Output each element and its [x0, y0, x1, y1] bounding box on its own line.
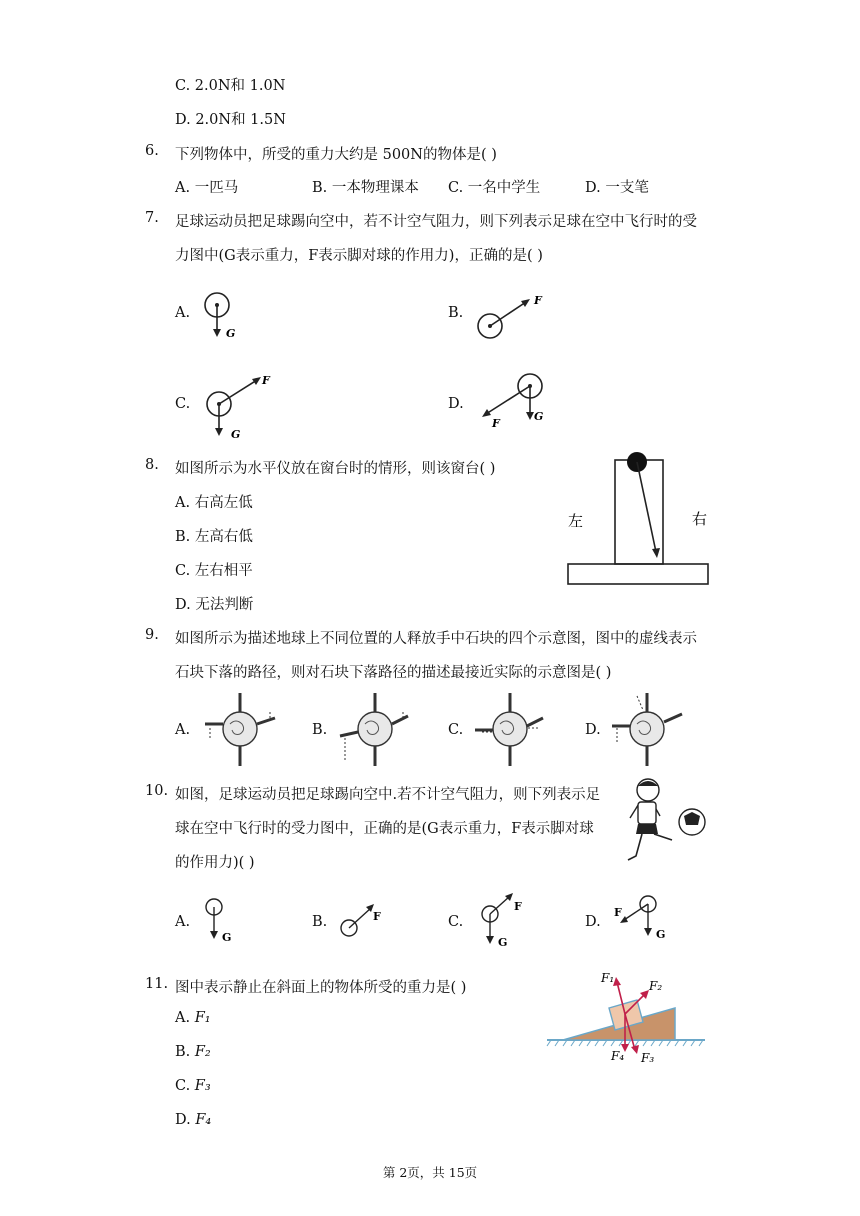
page-footer: 第 2页，共 15页	[382, 1165, 478, 1180]
q9-number: 9.	[145, 627, 159, 643]
q10-line2: 球在空中飞行时的受力图中，正确的是(G表示重力，F表示脚对球	[175, 821, 594, 837]
q8-option-a[interactable]: A. 右高左低	[175, 495, 253, 511]
q7-figure-b	[468, 290, 558, 345]
q10c-f-label: F	[514, 900, 522, 913]
q11-option-a[interactable]: A. F₁	[175, 1010, 211, 1026]
q10-option-a[interactable]: A.	[175, 914, 191, 930]
q8-number: 8.	[145, 457, 159, 473]
q10-option-b[interactable]: B.	[312, 914, 328, 930]
q10c-g-label: G	[498, 936, 508, 949]
prev-option-d: D. 2.0N和 1.5N	[175, 112, 286, 128]
q11-text: 图中表示静止在斜面上的物体所受的重力是( )	[175, 980, 467, 996]
q7c-f-label: F	[262, 374, 270, 387]
q6-number: 6.	[145, 143, 159, 159]
q7-line1: 足球运动员把足球踢向空中，若不计空气阻力，则下列表示足球在空中飞行时的受	[175, 214, 697, 230]
q9-figure-c	[470, 688, 550, 770]
q10-figure-d	[612, 892, 672, 952]
q7-number: 7.	[145, 210, 159, 226]
q6-text: 下列物体中，所受的重力大约是 500N的物体是( )	[175, 147, 497, 163]
q10a-g-label: G	[222, 931, 232, 944]
q7b-f-label: F	[534, 294, 542, 307]
soccer-player-figure	[622, 776, 710, 870]
q9-figure-b	[335, 688, 415, 770]
q6-option-d[interactable]: D. 一支笔	[585, 180, 649, 196]
q9-option-b[interactable]: B.	[312, 722, 328, 738]
q7d-f-label: F	[492, 417, 500, 430]
incline-figure	[545, 968, 710, 1068]
q7-option-d[interactable]: D.	[448, 396, 464, 412]
q6-option-c[interactable]: C. 一名中学生	[448, 180, 541, 196]
q11-option-b[interactable]: B. F₂	[175, 1044, 211, 1060]
q10-figure-b	[335, 898, 395, 942]
q11-number: 11.	[145, 976, 169, 992]
prev-option-c: C. 2.0N和 1.0N	[175, 78, 286, 94]
level-figure	[560, 448, 720, 590]
q10-option-c[interactable]: C.	[448, 914, 464, 930]
q7-option-a[interactable]: A.	[175, 305, 191, 321]
incline-f4-label: F₄	[611, 1049, 625, 1063]
q8-text: 如图所示为水平仪放在窗台时的情形，则该窗台( )	[175, 461, 496, 477]
q7-figure-a	[195, 285, 255, 345]
q9-option-c[interactable]: C.	[448, 722, 464, 738]
q10d-g-label: G	[656, 928, 666, 941]
q7c-g-label: G	[231, 428, 241, 441]
q6-option-a[interactable]: A. 一匹马	[175, 180, 239, 196]
q8-option-d[interactable]: D. 无法判断	[175, 597, 254, 613]
q6-option-b[interactable]: B. 一本物理课本	[312, 180, 419, 196]
level-right-label: 右	[692, 510, 708, 528]
q8-option-b[interactable]: B. 左高右低	[175, 529, 253, 545]
q10d-f-label: F	[614, 906, 622, 919]
q10-number: 10.	[145, 783, 169, 799]
q7-option-c[interactable]: C.	[175, 396, 191, 412]
incline-f1-label: F₁	[601, 971, 615, 985]
q9-line2: 石块下落的路径，则对石块下落路径的描述最接近实际的示意图是( )	[175, 665, 612, 681]
q10-line3: 的作用力)( )	[175, 855, 255, 871]
q10-figure-c	[472, 892, 532, 952]
q10-option-d[interactable]: D.	[585, 914, 601, 930]
incline-f3-label: F₃	[641, 1051, 655, 1065]
incline-f2-label: F₂	[649, 979, 663, 993]
q7-figure-c	[195, 370, 285, 445]
q7-option-b[interactable]: B.	[448, 305, 464, 321]
level-left-label: 左	[568, 512, 584, 530]
q11-option-d[interactable]: D. F₄	[175, 1112, 212, 1128]
q9-option-a[interactable]: A.	[175, 722, 191, 738]
q7-line2: 力图中(G表示重力，F表示脚对球的作用力)，正确的是( )	[175, 248, 543, 264]
q9-figure-d	[607, 688, 687, 770]
q9-line1: 如图所示为描述地球上不同位置的人释放手中石块的四个示意图，图中的虚线表示	[175, 631, 697, 647]
q10-line1: 如图，足球运动员把足球踢向空中.若不计空气阻力，则下列表示足	[175, 787, 601, 803]
q7a-g-label: G	[226, 327, 236, 340]
q7-figure-d	[470, 370, 560, 432]
q8-option-c[interactable]: C. 左右相平	[175, 563, 253, 579]
q10-figure-a	[198, 895, 248, 950]
q10b-f-label: F	[373, 910, 381, 923]
q7d-g-label: G	[534, 410, 544, 423]
q11-option-c[interactable]: C. F₃	[175, 1078, 211, 1094]
q9-figure-a	[200, 688, 280, 770]
q9-option-d[interactable]: D.	[585, 722, 601, 738]
